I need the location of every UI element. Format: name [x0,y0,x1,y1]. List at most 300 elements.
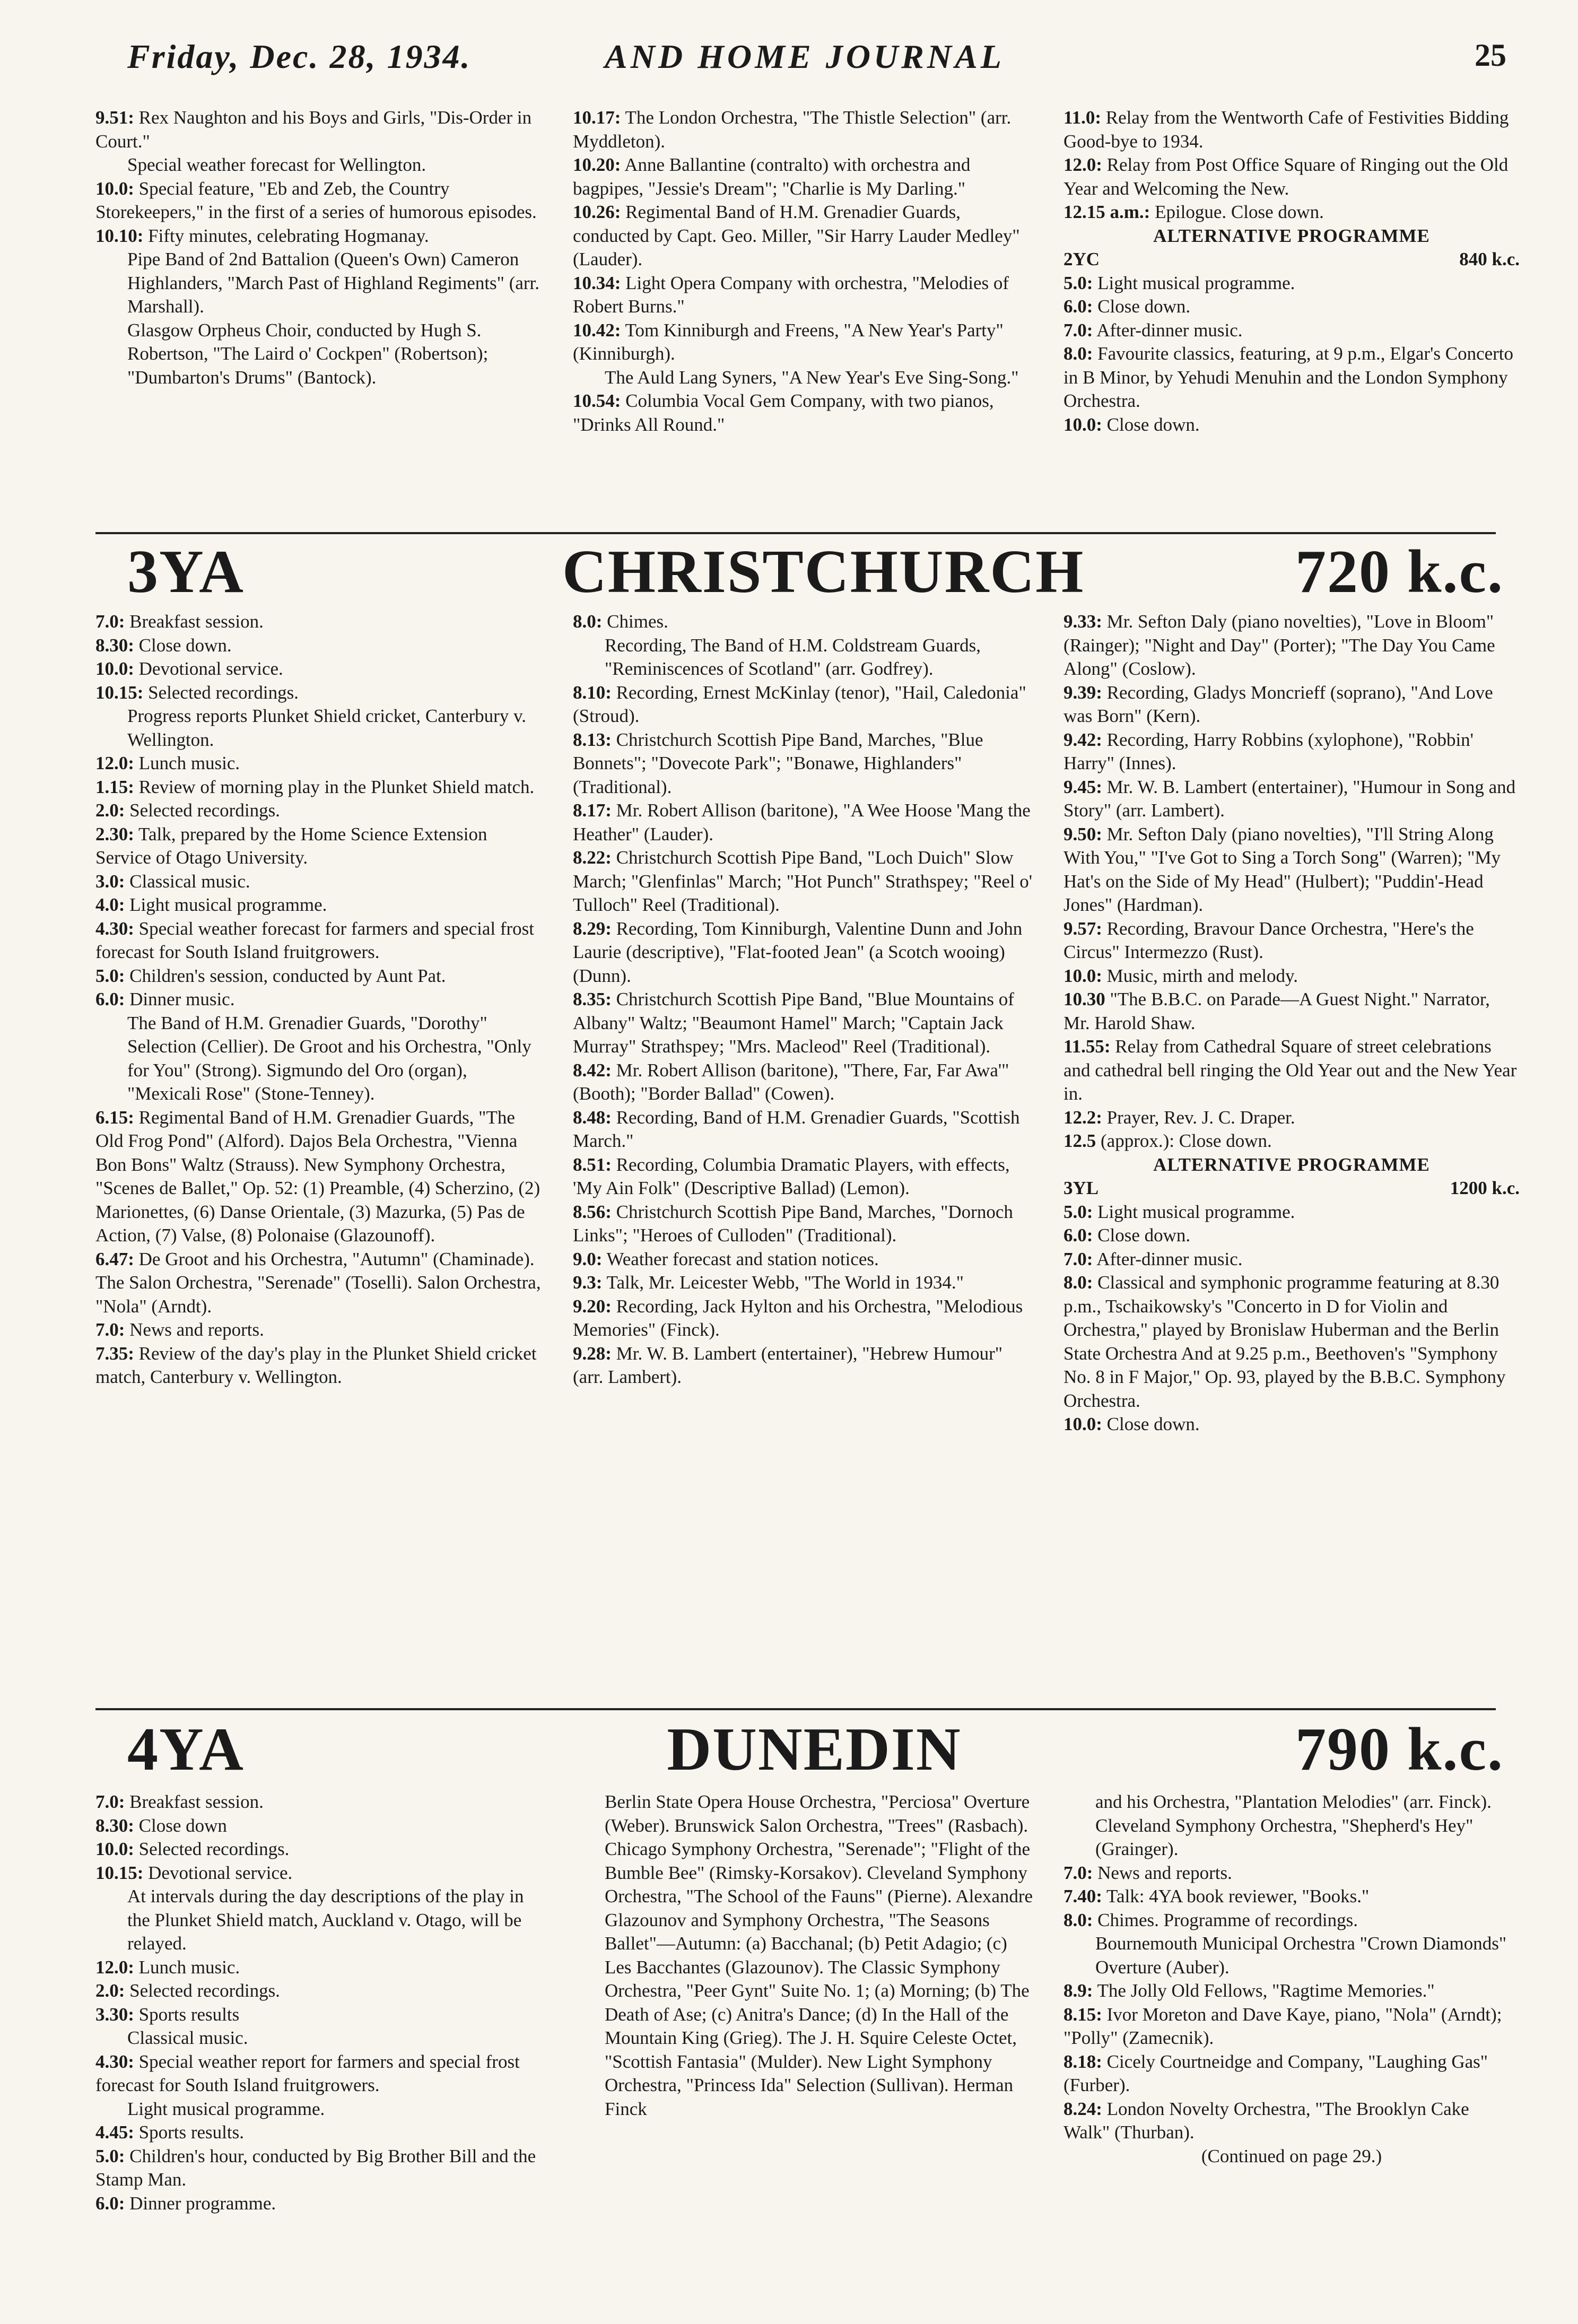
programme-entry [1063,201,1520,224]
programme-description: Favourite classics, featuring, at 9 p.m., Elgar's Concerto in B Minor, by Yehudi Menuhin and the London Symphony Orchestra. [1063,343,1514,411]
programme-entry [1063,272,1520,295]
programme-entry [1063,413,1520,437]
dunedin-column-1 [95,1790,541,2215]
programme-entry [1063,988,1520,1035]
programme-entry [573,634,1034,681]
programme-entry [573,389,1034,437]
programme-time: 8.42: [573,1059,612,1081]
programme-entry [1063,728,1520,776]
programme-description: Bournemouth Municipal Orchestra "Crown Diamonds" Overture (Auber). [1095,1933,1507,1978]
programme-description: Pipe Band of 2nd Battalion (Queen's Own) Cameron Highlanders, "March Past of Highland Regiments" (arr. Marshall). [127,249,540,317]
programme-entry [95,799,541,823]
programme-description: Special weather forecast for farmers and special frost forecast for South Island fruitgrowers. [95,918,534,962]
programme-time: 10.0: [95,1839,134,1859]
programme-time: 5.0: [1063,272,1093,293]
programme-time: 8.30: [95,1815,134,1836]
programme-description: Regimental Band of H.M. Grenadier Guards, conducted by Capt. Geo. Miller, "Sir Harry Lauder Medley" (Lauder). [573,202,1020,269]
programme-description: Mr. Sefton Daly (piano novelties), "Love in Bloom" (Rainger); "Night and Day" (Porter); "The Day You Came Along" (Coslow). [1063,611,1495,679]
programme-time: 10.0: [1063,965,1102,986]
programme-time: 8.51: [573,1154,612,1175]
programme-entry [95,2097,541,2121]
programme-entry [95,752,541,776]
programme-entry [95,657,541,681]
christchurch-column-3 [1063,610,1520,1437]
programme-time: 11.55: [1063,1036,1111,1057]
programme-time: 12.15 a.m.: [1063,202,1150,222]
programme-description: Talk: 4YA book reviewer, "Books." [1106,1886,1370,1907]
programme-entry [95,106,541,153]
programme-entry [1063,964,1520,988]
programme-description: Light musical programme. [129,894,327,915]
programme-description: Christchurch Scottish Pipe Band, Marches, "Dornoch Links"; "Heroes of Culloden" (Traditional). [573,1201,1013,1246]
programme-description: Selected recordings. [148,682,299,703]
programme-entry [1063,2003,1520,2050]
programme-time: 11.0: [1063,107,1101,128]
programme-entry [1063,1979,1520,2003]
programme-entry [1063,1106,1520,1130]
programme-description: Talk, prepared by the Home Science Extension Service of Otago University. [95,823,487,868]
alternative-frequency: 1200 k.c. [1450,1178,1520,1198]
programme-description: Prayer, Rev. J. C. Draper. [1106,1107,1295,1128]
programme-time: 7.0: [95,1319,125,1340]
programme-description: Recording, Gladys Moncrieff (soprano), "And Love was Born" (Kern). [1063,682,1493,726]
programme-entry [1063,106,1520,153]
programme-entry [1063,1271,1520,1413]
programme-entry [95,224,541,248]
programme-entry [1063,1790,1520,1861]
programme-description: Close down. [1097,1225,1191,1246]
programme-time: 8.10: [573,682,612,703]
programme-time: 9.50: [1063,823,1102,845]
programme-description: Regimental Band of H.M. Grenadier Guards, "The Old Frog Pond" (Alford). Dajos Bela Orchestra, "Vienna Bon Bons" Waltz (Strauss). New Symphony Orchestra, "Scenes de Ballet," Op. 52: (1) Preamble, (4) Scherzino, (2) Marionettes, (6) Danse Orientale, (3) Mazurka, (5) Pas de Action, (7) Valse, (8) Polonaise (Glazounoff). [95,1107,540,1246]
programme-time: 2.0: [95,800,125,821]
programme-time: 9.0: [573,1248,603,1269]
programme-time: 8.0: [1063,343,1093,364]
programme-entry [95,964,541,988]
programme-time: 5.0: [1063,1201,1093,1222]
programme-entry [573,917,1034,988]
programme-time: 7.0: [95,611,125,632]
programme-time: 8.56: [573,1201,612,1222]
programme-time: 2.0: [95,1980,125,2001]
programme-time: 3.0: [95,871,125,892]
programme-time: 12.5 [1063,1130,1096,1151]
programme-time: 9.42: [1063,729,1102,750]
alternative-programme-heading: ALTERNATIVE PROGRAMME [1153,1154,1430,1175]
programme-entry [95,1106,541,1248]
programme-description: Anne Ballantine (contralto) with orchestra and bagpipes, "Jessie's Dream"; "Charlie is My Darling." [573,154,971,199]
programme-description: Special weather report for farmers and special frost forecast for South Island fruitgrowers. [95,2051,520,2095]
programme-entry [1063,1224,1520,1248]
programme-description: Weather forecast and station notices. [606,1248,879,1269]
programme-time: 10.20: [573,154,621,175]
programme-entry [95,1248,541,1319]
programme-entry [95,153,541,177]
programme-description: Dinner music. [129,989,235,1009]
programme-time: 10.26: [573,202,621,222]
programme-time: 10.0: [95,658,134,679]
programme-entry [573,1106,1034,1153]
programme-description: Ivor Moreton and Dave Kaye, piano, "Nola" (Arndt); "Polly" (Zamecnik). [1063,2004,1502,2048]
page-header [127,37,1506,101]
programme-entry [1063,681,1520,728]
programme-time: 5.0: [95,2145,125,2166]
programme-time: 9.51: [95,107,134,128]
programme-entry [573,366,1034,390]
programme-description: Breakfast session. [129,611,264,632]
programme-description: Chimes. [607,611,668,632]
programme-entry [95,681,541,705]
programme-time: 7.0: [1063,319,1093,341]
alternative-frequency: 840 k.c. [1459,249,1520,269]
programme-time: 8.0: [1063,1272,1093,1293]
programme-entry [95,610,541,634]
programme-description: News and reports. [129,1319,264,1340]
programme-description: Mr. W. B. Lambert (entertainer), "Hebrew Humour" (arr. Lambert). [573,1343,1003,1387]
page-number: 25 [1475,38,1506,73]
programme-entry [1063,319,1520,343]
programme-description: Recording, Band of H.M. Grenadier Guards, "Scottish March." [573,1107,1020,1151]
programme-time: 10.34: [573,272,621,293]
programme-description: Classical and symphonic programme featuring at 8.30 p.m., Tschaikowsky's "Concerto in D for Violin and Orchestra," played by Bronislaw Huberman and the Berlin State Orchestra And at 9.25 p.m., Beethoven's "Symphony No. 8 in F Major," Op. 93, played by the B.B.C. Symphony Orchestra. [1063,1272,1506,1411]
programme-entry [1063,1248,1520,1272]
programme-description: Sports results. [138,2122,245,2143]
programme-entry [95,177,541,224]
station-city: DUNEDIN [667,1716,962,1783]
programme-entry [573,272,1034,319]
programme-description: Cicely Courtneidge and Company, "Laughing Gas" (Furber). [1063,2051,1488,2095]
programme-time: 9.57: [1063,918,1102,939]
programme-entry [95,1885,541,1956]
programme-description: Christchurch Scottish Pipe Band, "Blue Mountains of Albany" Waltz; "Beaumont Hamel" March; "Captain Jack Murray" Strathspey; "Mrs. Macleod" Reel (Traditional). [573,989,1014,1057]
alternative-station-line [1063,248,1520,272]
programme-entry [573,319,1034,366]
station-city: CHRISTCHURCH [562,538,1085,606]
programme-entry [1063,1129,1520,1153]
programme-entry [1063,2097,1520,2145]
programme-description: At intervals during the day descriptions of the play in the Plunket Shield match, Auckland v. Otago, will be relayed. [127,1886,524,1954]
programme-time: 9.3: [573,1272,603,1293]
programme-time: 8.13: [573,729,612,750]
programme-entry [1063,1200,1520,1224]
programme-description: Mr. Robert Allison (baritone), "A Wee Hoose 'Mang the Heather" (Lauder). [573,800,1031,845]
alternative-call-sign: 3YL [1063,1178,1099,1198]
programme-description: Classical music. [129,871,250,892]
programme-entry [573,1271,1034,1295]
programme-description: Light musical programme. [127,2098,325,2119]
alternative-programme-heading: ALTERNATIVE PROGRAMME [1153,225,1430,246]
programme-description: Special weather forecast for Wellington. [127,154,426,175]
programme-description: Fifty minutes, celebrating Hogmanay. [148,225,429,246]
programme-time: 8.24: [1063,2098,1102,2119]
programme-time: 6.0: [1063,1225,1093,1246]
programme-time: 12.0: [95,753,134,773]
programme-entry [1063,776,1520,823]
programme-description: Close down. [1106,1414,1200,1434]
programme-entry [95,2003,541,2027]
programme-time: 7.35: [95,1343,134,1364]
programme-entry [573,1342,1034,1389]
programme-time: 8.29: [573,918,612,939]
programme-time: 10.15: [95,1862,144,1883]
programme-time: 10.17: [573,107,621,128]
programme-description: Recording, The Band of H.M. Coldstream Guards, "Reminiscences of Scotland" (arr. Godfrey). [605,634,981,679]
programme-description: Review of the day's play in the Plunket Shield cricket match, Canterbury v. Wellington. [95,1343,537,1387]
programme-description: and his Orchestra, "Plantation Melodies" (arr. Finck). Cleveland Symphony Orchestra, "Shepherd's Hey" (Grainger). [1095,1791,1492,1859]
programme-entry [573,1153,1034,1200]
programme-description: News and reports. [1097,1862,1232,1883]
programme-description: Selected recordings. [129,1980,280,2001]
programme-time: 10.10: [95,225,144,246]
alternative-station-line [1063,1177,1520,1200]
programme-description: After-dinner music. [1096,1248,1243,1269]
programme-entry [95,2050,541,2097]
programme-entry [95,1342,541,1389]
programme-time: 8.17: [573,800,612,821]
station-call-sign: 4YA [127,1716,245,1783]
programme-description: Light musical programme. [1097,1201,1295,1222]
programme-description: Talk, Mr. Leicester Webb, "The World in 1934." [606,1272,964,1293]
dunedin-column-2 [573,1790,1034,2121]
programme-description: Lunch music. [138,1956,240,1978]
programme-description: Close down. [1097,296,1191,317]
programme-description: Relay from Post Office Square of Ringing out the Old Year and Welcoming the New. [1063,154,1509,199]
top-column-1 [95,106,541,389]
programme-time: 12.0: [1063,154,1102,175]
programme-description: De Groot and his Orchestra, "Autumn" (Chaminade). The Salon Orchestra, "Serenade" (Toselli). Salon Orchestra, "Nola" (Arndt). [95,1248,541,1317]
programme-entry [95,248,541,319]
programme-description: Mr. Sefton Daly (piano novelties), "I'll String Along With You," "I've Got to Sing a Torch Song" (Warren); "My Hat's on the Side of My Head" (Hulbert); "Puddin'-Head Jones" (Hardman). [1063,823,1501,915]
dunedin-column-3 [1063,1790,1520,2168]
programme-entry [95,1838,541,1861]
programme-description: Recording, Tom Kinniburgh, Valentine Dunn and John Laurie (descriptive), "Flat-footed Jean" (a Scotch wooing) (Dunn). [573,918,1023,986]
programme-description: Christchurch Scottish Pipe Band, Marches, "Blue Bonnets"; "Dovecote Park"; "Bonawe, Highlanders" (Traditional). [573,729,983,797]
programme-entry [95,2192,541,2216]
programme-entry [95,1814,541,1838]
programme-time: 4.30: [95,2051,134,2072]
programme-time: 1.15: [95,776,134,797]
programme-time: 7.40: [1063,1886,1102,1907]
programme-entry [1063,1885,1520,1909]
programme-time: 7.0: [1063,1248,1093,1269]
programme-time: 9.28: [573,1343,612,1364]
programme-entry [573,1295,1034,1342]
programme-description: Special feature, "Eb and Zeb, the Country Storekeepers," in the first of a series of humorous episodes. [95,178,537,222]
programme-time: 10.30 [1063,989,1105,1009]
section-rule [95,532,1496,534]
station-call-sign: 3YA [127,538,245,606]
programme-description: Selected recordings. [129,800,280,821]
programme-time: 9.45: [1063,776,1102,797]
programme-description: Breakfast session. [129,1791,264,1812]
programme-description: Devotional service. [148,1862,293,1883]
programme-time: 8.0: [573,611,603,632]
programme-entry [95,1790,541,1814]
programme-time: 10.15: [95,682,144,703]
programme-time: 7.0: [95,1791,125,1812]
programme-description: Mr. Robert Allison (baritone), "There, Far, Far Awa'" (Booth); "Border Ballad" (Cowen). [573,1059,1009,1104]
programme-description: Glasgow Orpheus Choir, conducted by Hugh S. Robertson, "The Laird o' Cockpen" (Robertson); "Dumbarton's Drums" (Bantock). [127,319,489,388]
programme-entry [95,704,541,752]
programme-time: 6.0: [95,989,125,1009]
programme-time: 10.0: [1063,1414,1102,1434]
programme-time: 6.47: [95,1248,134,1269]
programme-entry [1063,295,1520,319]
programme-entry [95,2145,541,2192]
programme-entry [95,776,541,799]
continued-note: (Continued on page 29.) [1201,2145,1382,2166]
programme-description: Devotional service. [138,658,283,679]
programme-time: 8.30: [95,634,134,656]
programme-time: 9.33: [1063,611,1102,632]
programme-description: Recording, Ernest McKinlay (tenor), "Hail, Caledonia" (Stroud). [573,682,1026,726]
programme-time: 9.39: [1063,682,1102,703]
programme-entry [573,153,1034,201]
programme-entry [1063,2050,1520,2097]
programme-entry [573,1248,1034,1272]
programme-entry [1063,610,1520,681]
programme-entry [573,1200,1034,1248]
programme-description: Classical music. [127,2027,248,2048]
programme-entry [95,823,541,870]
programme-description: Children's session, conducted by Aunt Pat. [129,965,446,986]
programme-description: Recording, Harry Robbins (xylophone), "Robbin' Harry" (Innes). [1063,729,1474,773]
programme-entry [95,319,541,390]
journal-title: AND HOME JOURNAL [605,38,1005,75]
programme-entry [1063,342,1520,413]
programme-time: 4.0: [95,894,125,915]
programme-entry [95,893,541,917]
programme-description: Review of morning play in the Plunket Shield match. [138,776,535,797]
programme-time: 10.42: [573,319,621,341]
programme-time: 3.30: [95,2004,134,2025]
programme-description: Recording, Bravour Dance Orchestra, "Here's the Circus" Intermezzo (Rust). [1063,918,1474,962]
station-frequency: 790 k.c. [1295,1716,1504,1783]
programme-entry [573,610,1034,634]
christchurch-column-2 [573,610,1034,1389]
programme-time: 10.54: [573,390,621,411]
programme-entry [95,1956,541,1980]
top-column-3 [1063,106,1520,437]
programme-description: "The B.B.C. on Parade—A Guest Night." Narrator, Mr. Harold Shaw. [1063,989,1490,1033]
programme-entry [573,201,1034,272]
programme-time: 8.48: [573,1107,612,1128]
programme-description: Relay from the Wentworth Cafe of Festivities Bidding Good-bye to 1934. [1063,107,1509,152]
programme-time: 8.22: [573,847,612,868]
programme-time: 10.0: [95,178,134,199]
programme-description: Close down. [138,634,232,656]
programme-time: 10.0: [1063,414,1102,435]
programme-entry [573,988,1034,1059]
programme-description: Christchurch Scottish Pipe Band, "Loch Duich" Slow March; "Glenfinlas" March; "Hot Punch" Strathspey; "Reel o' Tulloch" Reel (Traditional). [573,847,1033,915]
programme-description: Light Opera Company with orchestra, "Melodies of Robert Burns." [573,272,1009,317]
programme-entry [1063,153,1520,201]
christchurch-column-1 [95,610,541,1389]
programme-entry [573,681,1034,728]
programme-description: Recording, Columbia Dramatic Players, with effects, 'My Ain Folk" (Descriptive Ballad) (Lemon). [573,1154,1010,1198]
programme-time: 5.0: [95,965,125,986]
programme-description: Progress reports Plunket Shield cricket, Canterbury v. Wellington. [127,706,527,750]
programme-description: Children's hour, conducted by Big Brother Bill and the Stamp Man. [95,2145,536,2190]
programme-entry [1063,823,1520,917]
programme-entry [95,1861,541,1885]
programme-description: Dinner programme. [129,2192,276,2214]
programme-entry [95,2121,541,2145]
programme-time: 4.45: [95,2122,134,2143]
programme-time: 7.0: [1063,1862,1093,1883]
programme-description: Selected recordings. [138,1839,290,1859]
programme-description: Mr. W. B. Lambert (entertainer), "Humour in Song and Story" (arr. Lambert). [1063,776,1516,821]
programme-entry [1063,1861,1520,1885]
programme-description: Lunch music. [138,753,240,773]
station-frequency: 720 k.c. [1295,538,1504,606]
programme-time: 4.30: [95,918,134,939]
programme-entry [95,1979,541,2003]
programme-entry [95,634,541,658]
programme-time: 8.18: [1063,2051,1102,2072]
programme-time: 12.0: [95,1956,134,1978]
programme-time: 8.15: [1063,2004,1102,2025]
programme-time: 9.20: [573,1295,612,1317]
programme-description: Recording, Jack Hylton and his Orchestra, "Melodious Memories" (Finck). [573,1295,1023,1340]
programme-description: After-dinner music. [1096,319,1243,341]
programme-entry [95,2026,541,2050]
programme-entry [573,106,1034,153]
programme-description: Columbia Vocal Gem Company, with two pianos, "Drinks All Round." [573,390,994,435]
programme-description: The Jolly Old Fellows, "Ragtime Memories." [1097,1980,1435,2001]
programme-time: 2.30: [95,823,134,845]
programme-description: Sports results [138,2004,240,2025]
programme-description: Close down [138,1815,227,1836]
programme-description: Relay from Cathedral Square of street celebrations and cathedral bell ringing the Old Year out and the New Year in. [1063,1036,1517,1104]
programme-entry [95,1012,541,1106]
programme-entry [573,1059,1034,1106]
section-rule [95,1708,1496,1710]
programme-entry [1063,1413,1520,1437]
programme-entry [573,846,1034,917]
programme-entry [1063,1932,1520,1979]
issue-date: Friday, Dec. 28, 1934. [127,38,472,75]
programme-description: Close down. [1106,414,1200,435]
programme-entry [573,799,1034,846]
programme-entry [95,870,541,894]
programme-entry [1063,917,1520,964]
programme-time: 6.0: [95,2192,125,2214]
top-column-2 [573,106,1034,437]
programme-description: Tom Kinniburgh and Freens, "A New Year's Party" (Kinniburgh). [573,319,1004,364]
programme-description: Music, mirth and melody. [1106,965,1298,986]
programme-entry [95,1318,541,1342]
programme-description: Berlin State Opera House Orchestra, "Perciosa" Overture (Weber). Brunswick Salon Orchestra, "Trees" (Rasbach). Chicago Symphony Orchestra, "Serenade"; "Flight of the Bumble Bee" (Rimsky-Korsakov). Cleveland Symphony Orchestra, "The School of the Fauns" (Pierne). Alexandre Glazounov and Symphony Orchestra, "The Seasons Ballet"—Autumn: (a) Bacchanal; (b) Petit Adagio; (c) Les Bacchantes (Glazounov). The Classic Symphony Orchestra, "Peer Gynt" Suite No. 1; (a) Morning; (b) The Death of Ase; (c) Anitra's Dance; (d) In the Hall of the Mountain King (Grieg). The J. H. Squire Celeste Octet, "Scottish Fantasia" (Mulder). New Light Symphony Orchestra, "Princess Ida" Selection (Sullivan). Herman Finck [605,1791,1033,2119]
programme-description: Light musical programme. [1097,272,1295,293]
programme-time: 6.0: [1063,296,1093,317]
programme-description: Epilogue. Close down. [1155,202,1324,222]
programme-entry [573,728,1034,799]
programme-time: 8.9: [1063,1980,1093,2001]
programme-time: 8.0: [1063,1909,1093,1930]
programme-entry [95,988,541,1012]
programme-description: Chimes. Programme of recordings. [1097,1909,1358,1930]
programme-description: The Band of H.M. Grenadier Guards, "Dorothy" Selection (Cellier). De Groot and his Orchestra, "Only for You" (Strong). Sigmundo del Oro (organ), "Mexicali Rose" (Stone-Tenney). [127,1012,531,1104]
programme-entry [1063,1035,1520,1106]
programme-description: Rex Naughton and his Boys and Girls, "Dis-Order in Court." [95,107,532,152]
programme-entry [573,1790,1034,2121]
programme-entry [1063,1909,1520,1933]
programme-entry [95,917,541,964]
programme-time: 8.35: [573,989,612,1009]
programme-description: The Auld Lang Syners, "A New Year's Eve Sing-Song." [605,367,1019,388]
alternative-call-sign: 2YC [1063,249,1100,269]
